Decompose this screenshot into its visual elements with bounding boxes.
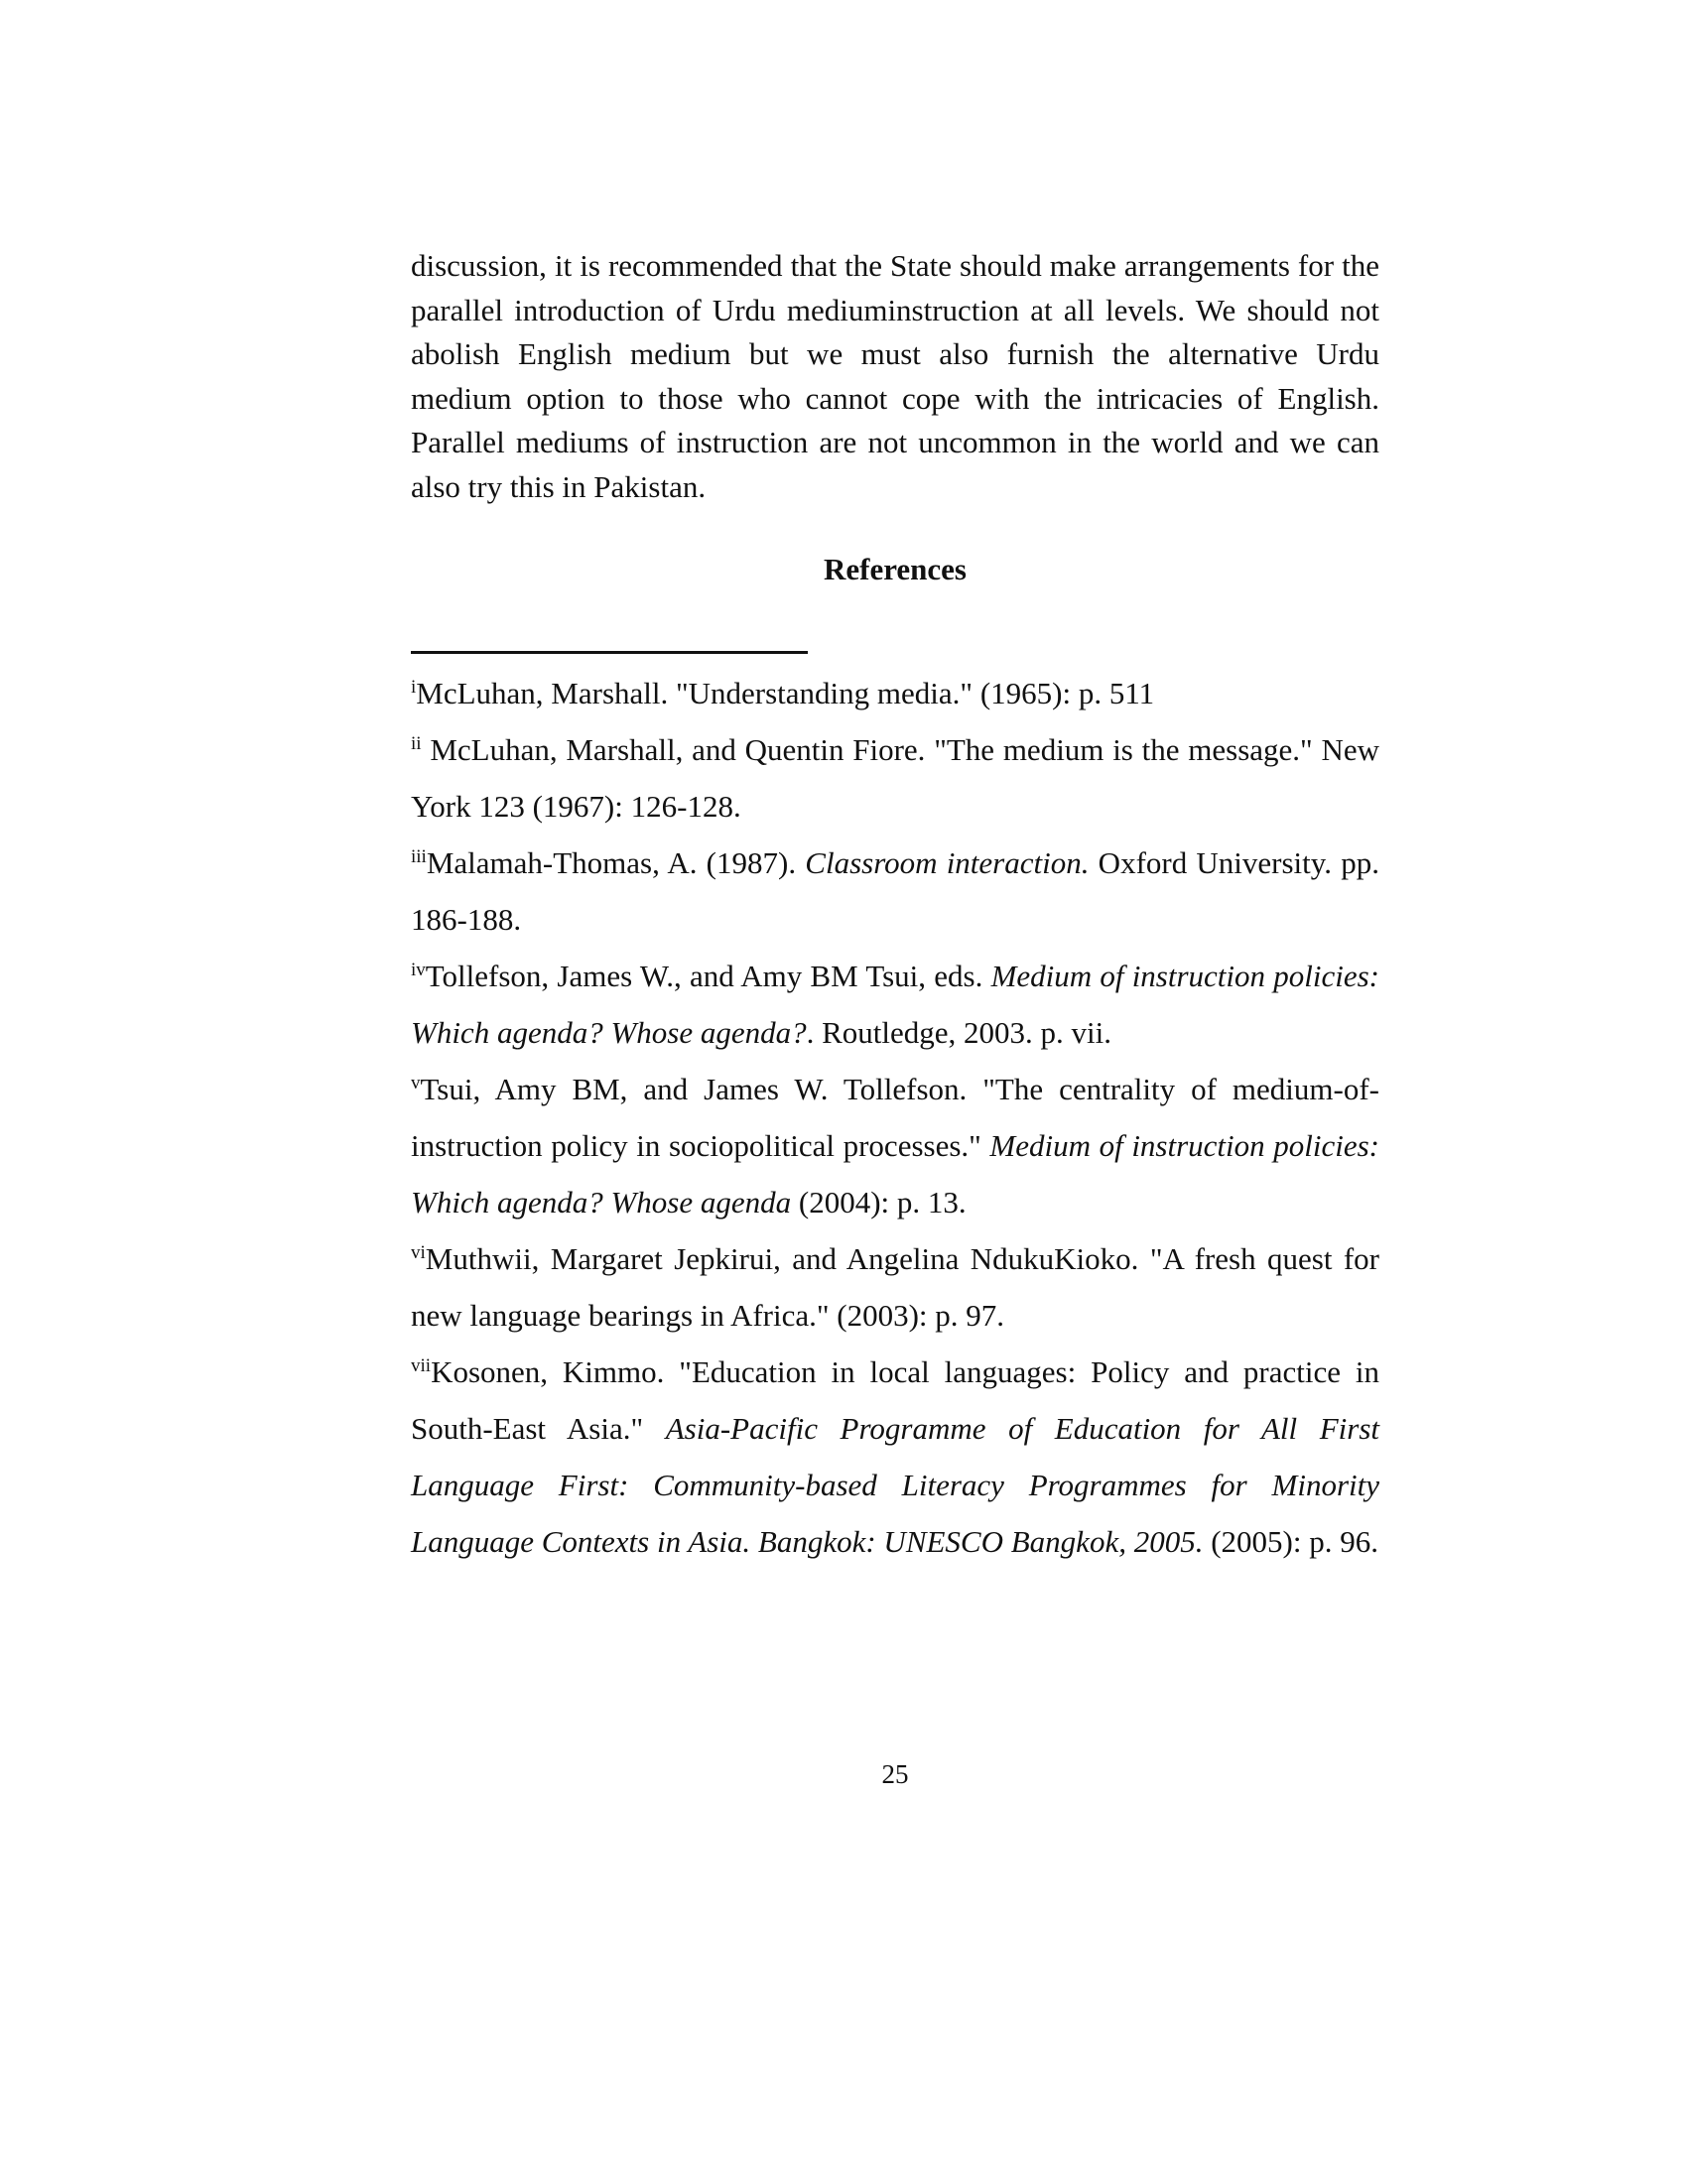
body-paragraph: discussion, it is recommended that the State should make arrangements for the parallel introduction of Urdu mediuminstruction at all levels. We should not abolish English medium but we must also furnish the alternative Urdu medium option to those who cannot cope with the intricacies of English. Parallel mediums of instruction are not uncommon in the world and we can also try this in Pakistan. (411, 248, 1379, 504)
footnote-italic-title: Classroom interaction. (805, 845, 1090, 880)
footnote-marker: ii (411, 733, 422, 754)
footnote-text: Muthwii, Margaret Jepkirui, and Angelina NdukuKioko. "A fresh quest for new language bearings in Africa." (2003): p. 97. (411, 1241, 1379, 1333)
footnote-italic-title: Medium of instruction policies: Which agenda? Whose agenda (411, 1128, 1379, 1220)
footnote-item (411, 1061, 1379, 1230)
footnote-item (411, 1344, 1379, 1570)
footnote-item (411, 948, 1379, 1061)
footnote-item (411, 665, 1379, 721)
footnote-text-tail: (2005): p. 96. (1203, 1524, 1378, 1559)
footnote-text-tail: Oxford University. pp. 186-188. (411, 845, 1379, 937)
footnote-marker: iii (411, 846, 427, 867)
references-heading: References (823, 552, 967, 586)
footnote-marker: vii (411, 1355, 432, 1376)
footnote-marker: iv (411, 960, 426, 980)
footnote-text: Kosonen, Kimmo. "Education in local languages: Policy and practice in South-East Asia." (411, 1354, 1379, 1446)
footnote-text: Tsui, Amy BM, and James W. Tollefson. "The centrality of medium-of-instruction policy in sociopolitical processes." (411, 1072, 1379, 1163)
page-number: 25 (881, 1759, 909, 1789)
footnote-item (411, 835, 1379, 948)
footnote-list (411, 665, 1379, 1570)
footnote-item (411, 1230, 1379, 1344)
footnote-text: McLuhan, Marshall. "Understanding media." (1965): p. 511 (416, 676, 1155, 710)
footnote-item (411, 721, 1379, 835)
footnote-marker: i (411, 677, 417, 698)
footnote-text: McLuhan, Marshall, and Quentin Fiore. "The medium is the message." New York 123 (1967): 126-128. (411, 732, 1379, 824)
footnote-text-tail: (2004): p. 13. (791, 1185, 967, 1220)
footnote-text: Malamah-Thomas, A. (1987). (426, 845, 806, 880)
footnote-separator (411, 651, 808, 654)
footnote-text: Tollefson, James W., and Amy BM Tsui, eds. (425, 959, 991, 993)
footnote-italic-title: Asia-Pacific Programme of Education for All First Language First: Community-based Literacy Programmes for Minority Language Contexts in Asia. Bangkok: UNESCO Bangkok, 2005. (411, 1411, 1379, 1559)
footnote-marker: vi (411, 1242, 426, 1263)
footnote-marker: v (411, 1073, 421, 1093)
footnote-text-tail: . Routledge, 2003. p. vii. (806, 1015, 1112, 1050)
footnote-italic-title: Medium of instruction policies: Which agenda? Whose agenda? (411, 959, 1380, 1050)
